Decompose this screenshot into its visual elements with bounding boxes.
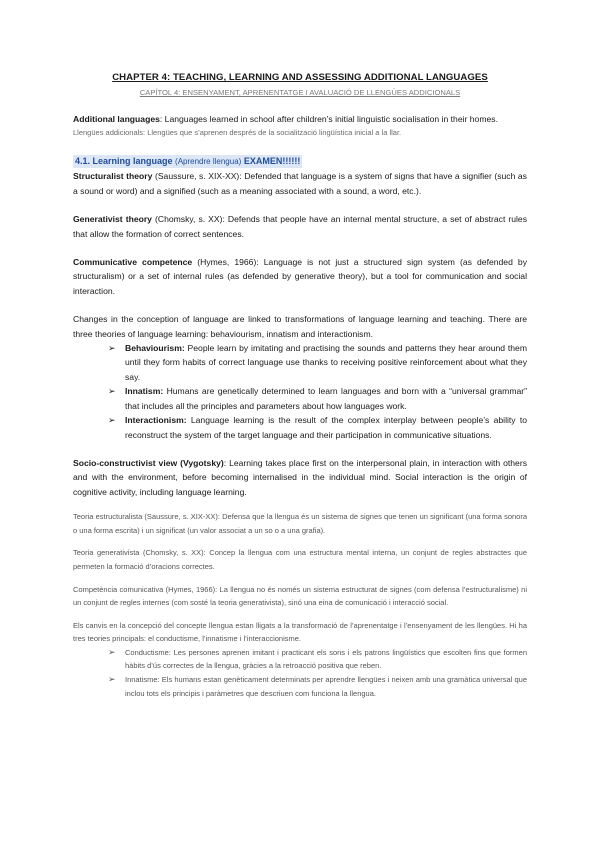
list-item [108,341,527,384]
list-item-term: Behaviourism: [125,343,185,354]
section-catalan-title: (Aprendre llengua) [175,157,242,167]
section-exam-note: EXAMEN!!!!!! [243,156,301,167]
socio-term: Socio-constructivist view [73,457,178,468]
list-item-text: Language learning is the result of the complex interplay between people’s ability to reconstruct the system of the target language and their participation in communicative situations. [125,415,527,440]
communicative-competence [73,255,527,298]
additional-languages-definition [73,112,527,126]
list-item-text: Humans are genetically determined to learn languages and born with a “universal grammar” that includes all the principles and parameters about how languages work. [125,386,527,411]
catalan-canvis: Els canvis en la concepció del concepte llengua estan lligats a la transformació de l’aprenentatge i l’ensenyament de les llengües. Hi ha tres teories principals: el conductisme, l’innatisme i l’interaccionisme. [73,620,527,644]
list-item-text: Conductisme: Les persones aprenen imitant i practicant els sons i els patrons lingüístics que escolten fins que formen hàbits d’ús correctes de la llengua, gràcies a la retroacció positiva que reben. [125,647,527,671]
socio-text: : Learning takes place first on the interpersonal plain, in interaction with others and with the environment, before becoming internalised in the individual mind. Social interaction is the origin of cognitive activity, including language learning. [73,457,527,497]
additional-languages-catalan: Llengües addicionals: Llengües que s’aprenen després de la socialització lingüística inicial a la llar. [73,128,402,138]
list-item-term: Interactionism: [125,415,187,426]
structuralist-theory [73,169,527,198]
socio-constructivist-view [73,456,527,499]
arrow-bullet-icon: ➢ [108,646,116,657]
changes-paragraph: Changes in the conception of language are linked to transformations of language learning and teaching. There are three theories of language learning: behaviourism, innatism and interactionism. [73,314,527,339]
communicative-text: : Language is not just a structured sign system (as defended by structuralism) or a set of internal rules (as defended by generative theory), but a tool for communication and social interaction. [73,257,528,296]
additional-languages-term: Additional languages [73,114,160,124]
list-item-text: Innatisme: Els humans estan genèticament determinats per aprendre llengües i neixen amb una gramàtica universal que inclou tots els principis i paràmetres que descriuen com funciona la llengua. [125,675,527,698]
list-item [108,673,527,700]
list-item-text: People learn by imitating and practising the sounds and patterns they hear around them until they form habits of correct language use thanks to receiving positive reinforcement about what they say. [125,343,527,382]
arrow-bullet-icon: ➢ [108,674,116,685]
catalan-competencia: Competència comunicativa (Hymes, 1966): La llengua no és només un sistema estructurat de signes (com defensa l’estructuralisme) ni un conjunt de regles internes (com sosté la teoria generativista), sinó una eina de comunicació i interacció social. [73,584,527,608]
list-item [108,646,527,673]
catalan-translation [73,510,527,700]
list-item [108,384,527,413]
arrow-bullet-icon: ➢ [108,386,116,397]
generativist-theory [73,212,527,241]
generativist-term: Generativist theory [73,214,152,225]
section-heading-highlight [73,155,302,168]
generativist-text: : Defends that people have an internal mental structure, a set of abstract rules that allow the formation of correct sentences. [73,214,527,239]
list-item-term: Innatism: [125,386,164,397]
list-item [108,413,527,442]
arrow-bullet-icon: ➢ [108,343,116,354]
chapter-subtitle-catalan: CAPÍTOL 4: ENSENYAMENT, APRENENTATGE I AVALUACIÓ DE LLENGÜES ADDICIONALS [139,88,461,97]
structuralist-term: Structuralist theory [73,171,153,182]
arrow-bullet-icon: ➢ [108,415,116,426]
additional-languages-text: : Languages learned in school after children’s initial linguistic socialisation in their homes. [159,114,498,124]
chapter-title: CHAPTER 4: TEACHING, LEARNING AND ASSESSING ADDITIONAL LANGUAGES [112,72,488,83]
structuralist-source: (Saussure, s. XIX-XX) [152,171,240,182]
socio-source: (Vygotsky) [177,457,224,468]
structuralist-text: : Defended that language is a system of signs that have a signifier (such as a sound or word) and a signified (such as a meaning associated with a sound, a word, etc.). [73,171,527,196]
learning-theories-list [73,341,527,442]
catalan-generativista: Teoria generativista (Chomsky, s. XX): Concep la llengua com una estructura mental interna, un conjunt de regles abstractes que permeten la formació d’oracions correctes. [73,548,527,571]
catalan-estructuralista: Teoria estructuralista (Saussure, s. XIX-XX): Defensa que la llengua és un sistema de signes que tenen un significant (una forma sonora o una forma escrita) i un significat (un valor associat a un so o a una grafia). [73,512,527,535]
catalan-theories-list [73,646,527,700]
generativist-source: (Chomsky, s. XX) [151,214,223,225]
section-heading [73,151,527,169]
communicative-term: Communicative competence [73,257,193,268]
section-number-title: 4.1. Learning language [75,156,173,167]
communicative-source: (Hymes, 1966) [192,257,257,268]
